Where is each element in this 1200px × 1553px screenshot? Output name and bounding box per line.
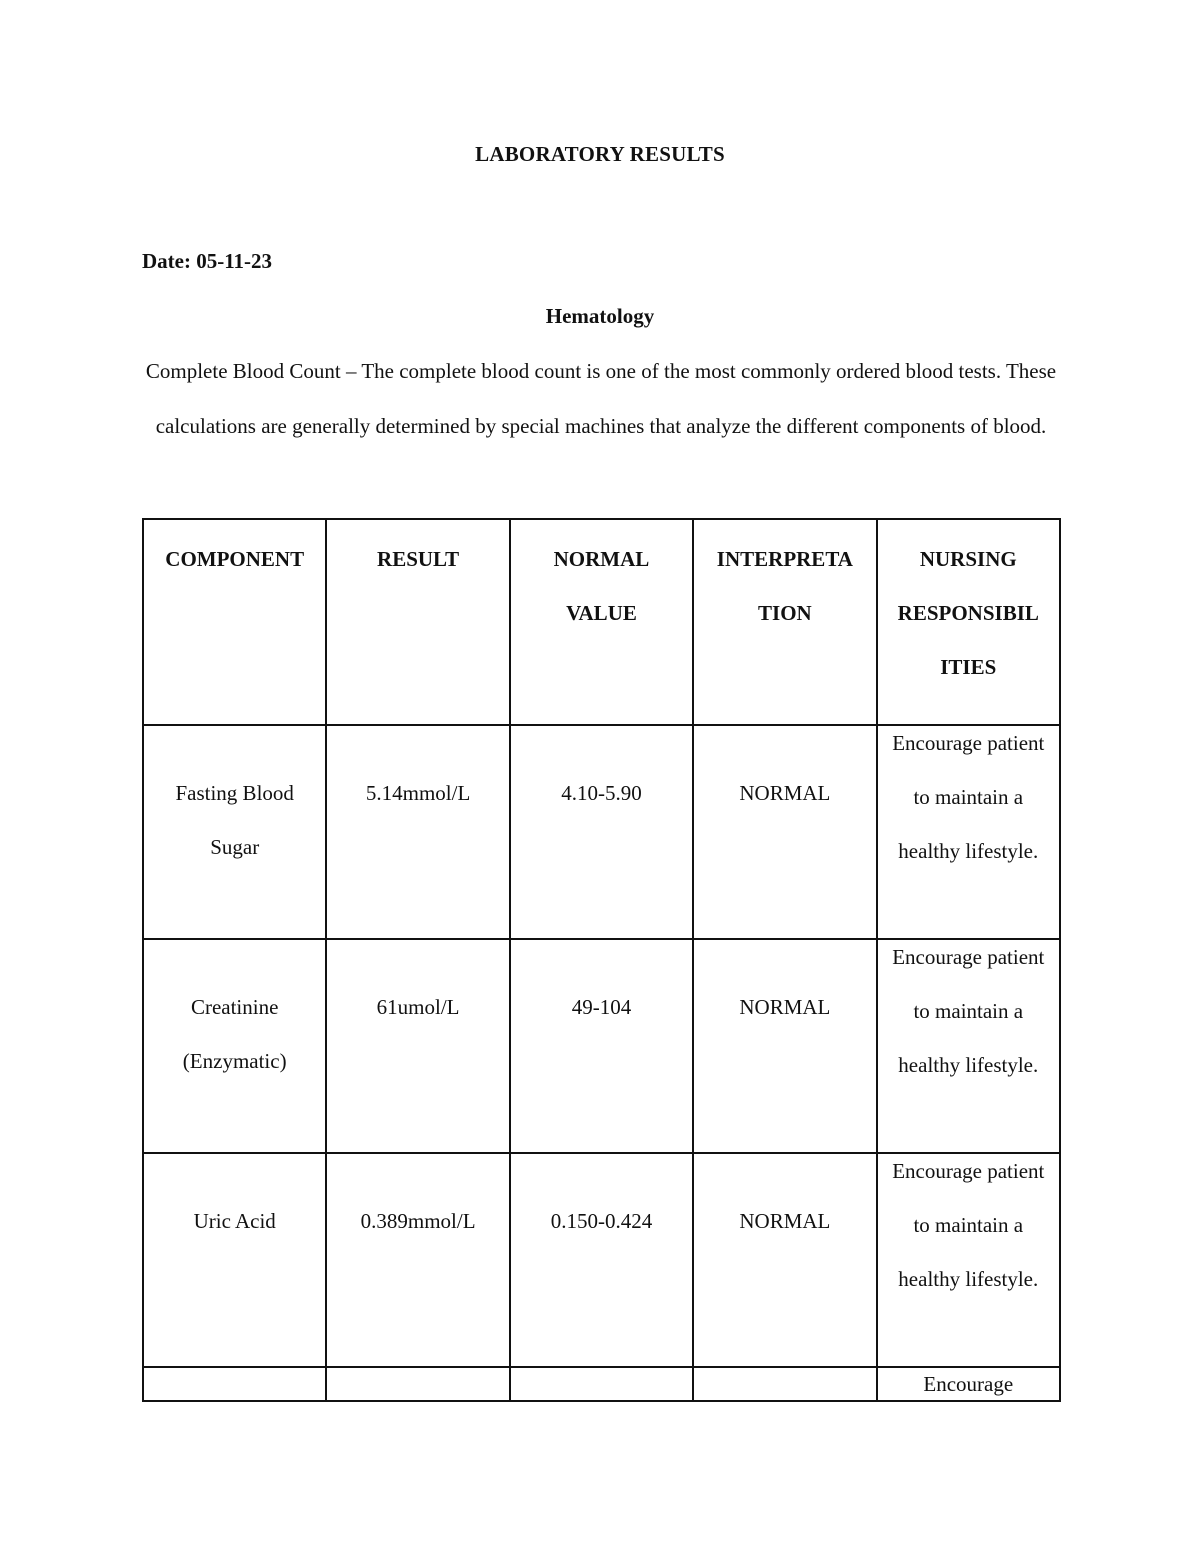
section-heading: Hematology	[545, 304, 655, 328]
cell-interpretation: NORMAL	[693, 725, 876, 939]
cell-nursing: Encourage patient to maintain a healthy lifestyle.	[877, 939, 1060, 1153]
cell-normal-value: 49-104	[510, 939, 693, 1153]
cell-component: Fasting Blood Sugar	[143, 725, 326, 939]
cell-interpretation	[693, 1367, 876, 1401]
header-interpretation: INTERPRETA TION	[693, 519, 876, 725]
date-line: Date: 05-11-23	[142, 249, 273, 273]
lab-results-table	[142, 518, 1061, 1402]
table-row	[143, 1367, 1060, 1401]
cell-interpretation: NORMAL	[693, 939, 876, 1153]
header-component: COMPONENT	[143, 519, 326, 725]
cell-normal-value: 4.10-5.90	[510, 725, 693, 939]
table-header-row	[143, 519, 1060, 725]
cell-result: 5.14mmol/L	[326, 725, 509, 939]
header-result: RESULT	[326, 519, 509, 725]
table-row	[143, 939, 1060, 1153]
table-row	[143, 1153, 1060, 1367]
cell-result	[326, 1367, 509, 1401]
table-row	[143, 725, 1060, 939]
intro-paragraph: Complete Blood Count – The complete blood count is one of the most commonly ordered blood tests. These calculations are generally determined by special machines that analyze the different components of blood.	[145, 359, 1057, 438]
cell-result: 0.389mmol/L	[326, 1153, 509, 1367]
cell-normal-value: 0.150-0.424	[510, 1153, 693, 1367]
header-normal-value: NORMAL VALUE	[510, 519, 693, 725]
page-title: LABORATORY RESULTS	[475, 142, 725, 166]
cell-component: Creatinine (Enzymatic)	[143, 939, 326, 1153]
cell-nursing: Encourage patient to maintain a healthy lifestyle.	[877, 725, 1060, 939]
cell-nursing: Encourage patient to maintain a healthy lifestyle.	[877, 1153, 1060, 1367]
cell-normal-value	[510, 1367, 693, 1401]
cell-component: Uric Acid	[143, 1153, 326, 1367]
header-nursing-responsibilities: NURSING RESPONSIBIL ITIES	[877, 519, 1060, 725]
cell-result: 61umol/L	[326, 939, 509, 1153]
cell-nursing: Encourage	[877, 1367, 1060, 1401]
cell-component	[143, 1367, 326, 1401]
cell-interpretation: NORMAL	[693, 1153, 876, 1367]
